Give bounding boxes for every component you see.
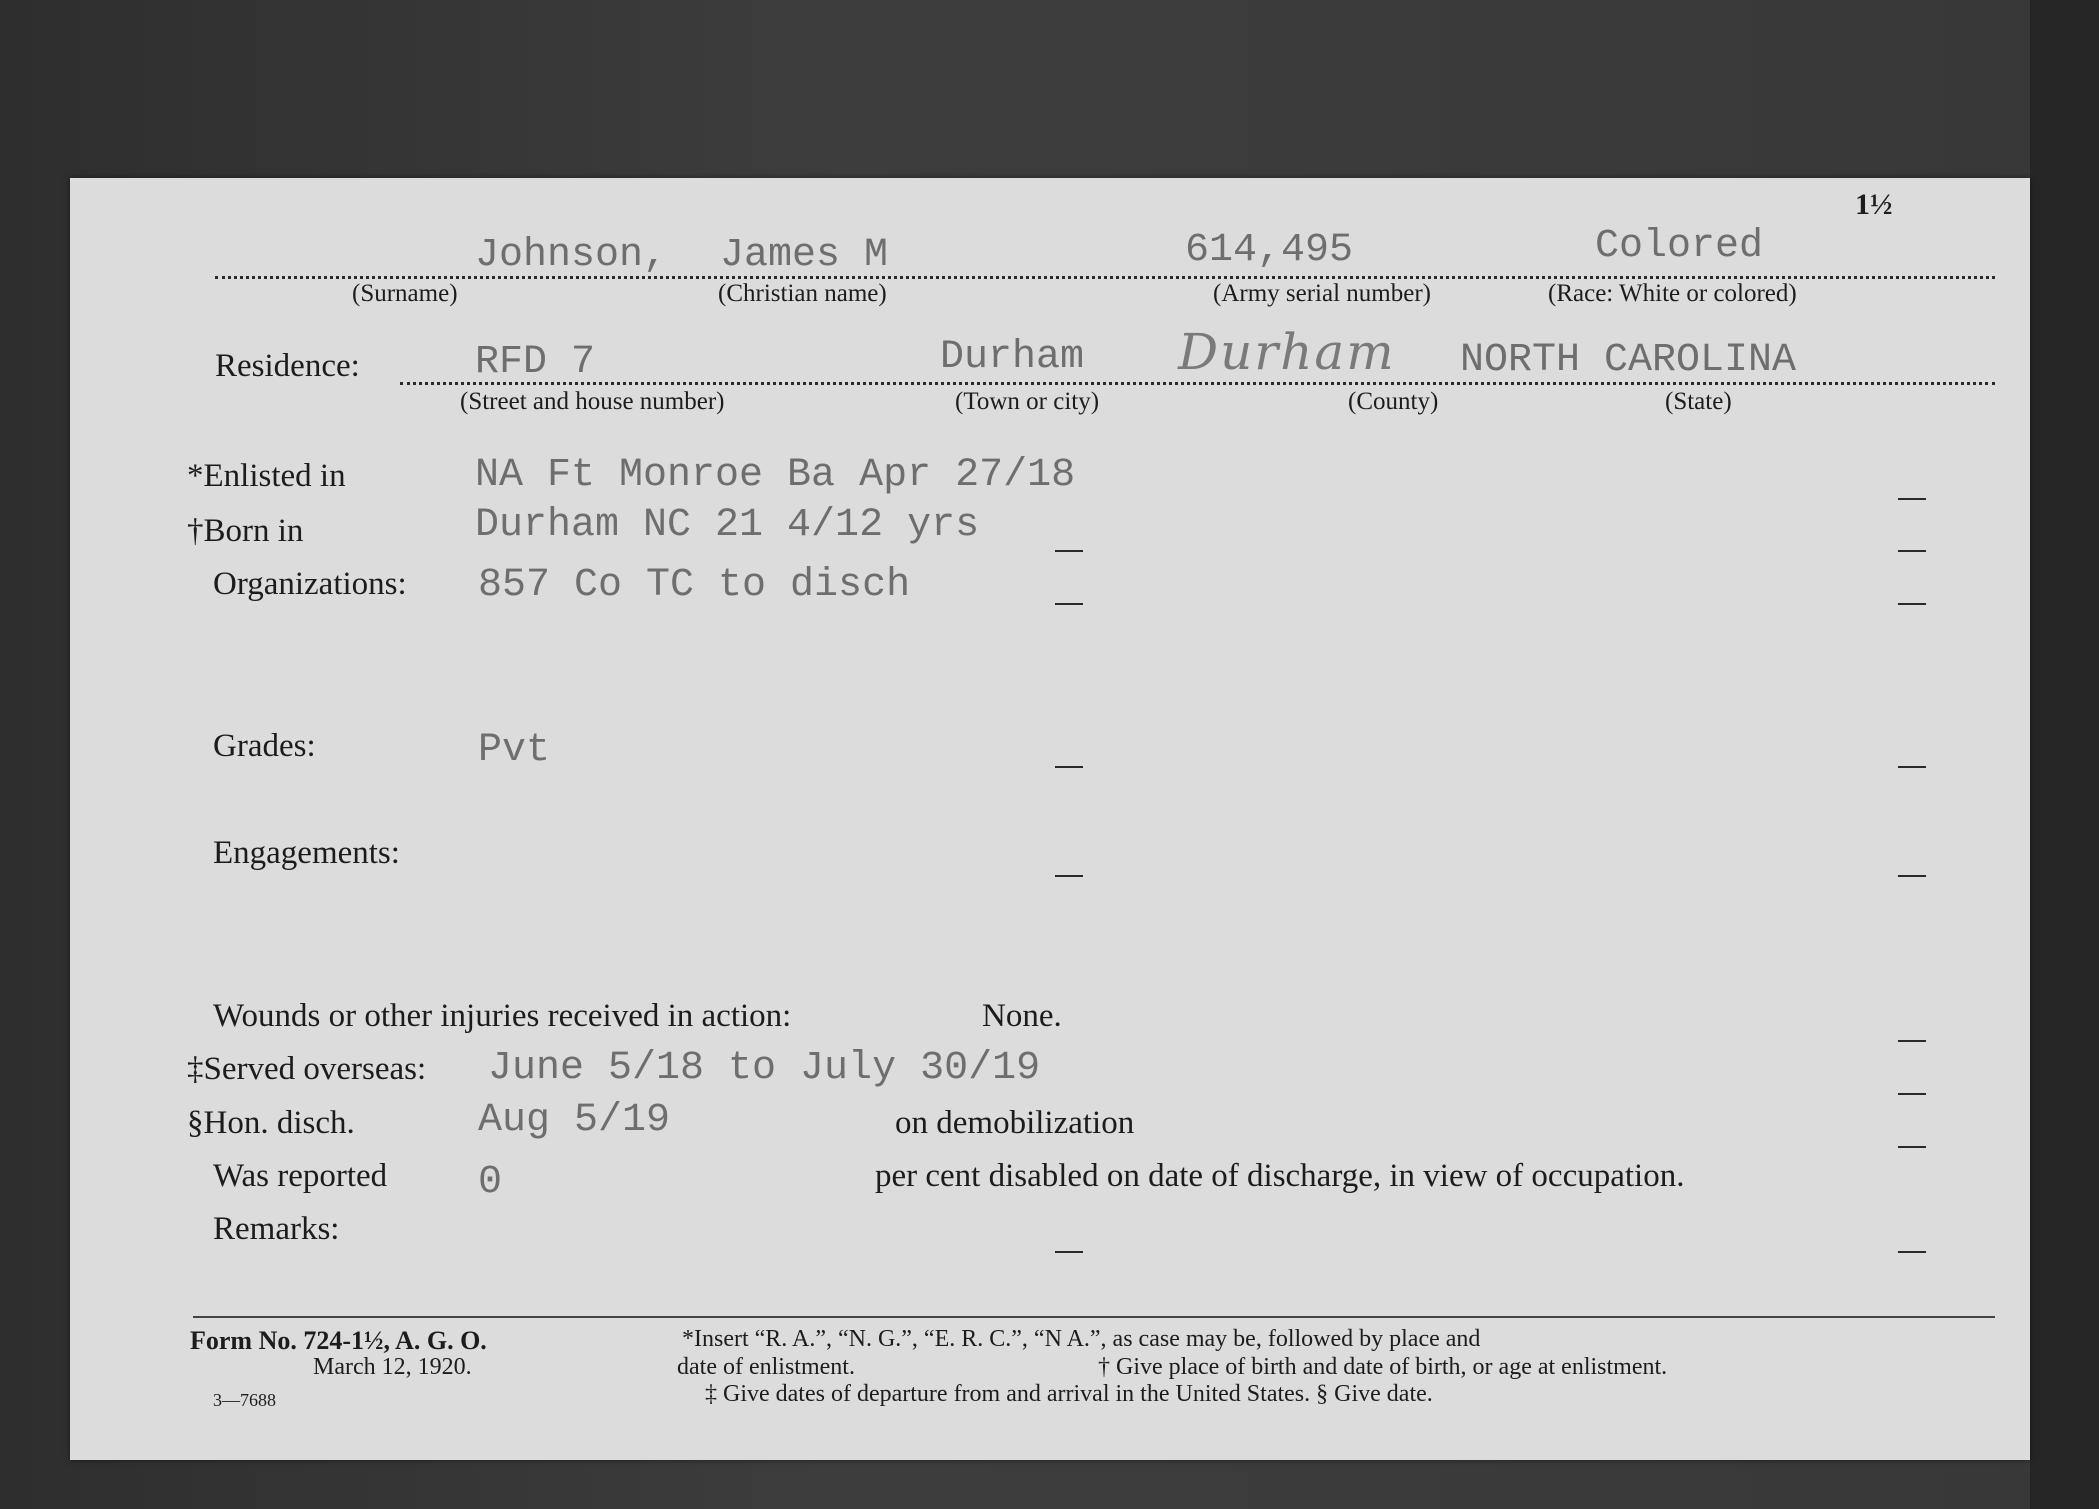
form-date: March 12, 1920. — [313, 1354, 472, 1380]
residence-label: Residence: — [215, 348, 360, 384]
born-value: Durham NC 21 4/12 yrs — [475, 503, 980, 548]
organizations-mid-dash — [1055, 603, 1083, 605]
born-mid-dash — [1055, 550, 1083, 552]
street-value: RFD 7 — [475, 340, 596, 385]
grades-right-dash — [1898, 766, 1926, 768]
hon-disch-value: Aug 5/19 — [478, 1098, 671, 1143]
wounds-right-dash — [1898, 1040, 1926, 1042]
organizations-right-dash — [1898, 603, 1926, 605]
wounds-value: None. — [982, 998, 1062, 1034]
grades-value: Pvt — [478, 728, 551, 773]
remarks-right-dash — [1898, 1251, 1926, 1253]
scanner-edge — [2030, 0, 2099, 1509]
reported-label: Was reported — [213, 1158, 388, 1194]
hon-disch-suffix: on demobilization — [895, 1105, 1135, 1141]
reported-suffix: per cent disabled on date of discharge, in view of occupation. — [875, 1158, 1685, 1194]
county-value: Durham — [1178, 323, 1396, 381]
town-caption: (Town or city) — [955, 388, 1100, 415]
served-overseas-right-dash — [1898, 1093, 1926, 1095]
born-label: †Born in — [187, 513, 304, 549]
print-code: 3—7688 — [213, 1390, 276, 1410]
footer-rule — [193, 1316, 1995, 1318]
form-number: Form No. 724-1½, A. G. O. — [190, 1326, 487, 1355]
engagements-mid-dash — [1055, 875, 1083, 877]
county-caption: (County) — [1348, 388, 1439, 415]
grades-mid-dash — [1055, 766, 1083, 768]
enlisted-label: *Enlisted in — [187, 458, 346, 494]
state-value: NORTH CAROLINA — [1460, 338, 1797, 383]
remarks-mid-dash — [1055, 1251, 1083, 1253]
race-caption: (Race: White or colored) — [1548, 280, 1797, 307]
enlisted-value: NA Ft Monroe Ba Apr 27/18 — [475, 453, 1076, 498]
engagements-label: Engagements: — [213, 835, 400, 871]
christian-name-caption: (Christian name) — [718, 280, 887, 307]
serial-number-caption: (Army serial number) — [1213, 280, 1431, 307]
organizations-value: 857 Co TC to disch — [478, 563, 911, 608]
town-value: Durham — [940, 335, 1085, 380]
reported-value: 0 — [478, 1160, 503, 1205]
footnote-line-2b: † Give place of birth and date of birth, or age at enlistment. — [1098, 1354, 1668, 1380]
wounds-label: Wounds or other injuries received in action: — [213, 998, 792, 1034]
serial-number-value: 614,495 — [1185, 228, 1354, 273]
surname-caption: (Surname) — [352, 280, 458, 307]
footnote-line-2a: date of enlistment. — [677, 1354, 855, 1380]
corner-mark: 1½ — [1855, 188, 1893, 221]
footnote-line-1: *Insert “R. A.”, “N. G.”, “E. R. C.”, “N A.”, as case may be, followed by place and — [682, 1326, 1481, 1352]
organizations-label: Organizations: — [213, 566, 407, 602]
remarks-label: Remarks: — [213, 1211, 340, 1247]
race-value: Colored — [1595, 224, 1764, 269]
residence-dotted-line — [400, 382, 1995, 385]
grades-label: Grades: — [213, 728, 316, 764]
engagements-right-dash — [1898, 875, 1926, 877]
street-caption: (Street and house number) — [460, 388, 725, 415]
christian-name-value: James M — [720, 233, 889, 278]
footnote-line-3: ‡ Give dates of departure from and arrival in the United States. § Give date. — [705, 1381, 1433, 1407]
born-right-dash — [1898, 550, 1926, 552]
surname-value: Johnson, — [475, 233, 668, 278]
hon-disch-right-dash — [1898, 1146, 1926, 1148]
record-card — [70, 178, 2030, 1460]
hon-disch-label: §Hon. disch. — [187, 1105, 355, 1141]
enlisted-right-dash — [1898, 498, 1926, 500]
state-caption: (State) — [1665, 388, 1732, 415]
name-dotted-line — [215, 276, 1995, 279]
served-overseas-value: June 5/18 to July 30/19 — [488, 1046, 1041, 1091]
served-overseas-label: ‡Served overseas: — [187, 1051, 427, 1087]
